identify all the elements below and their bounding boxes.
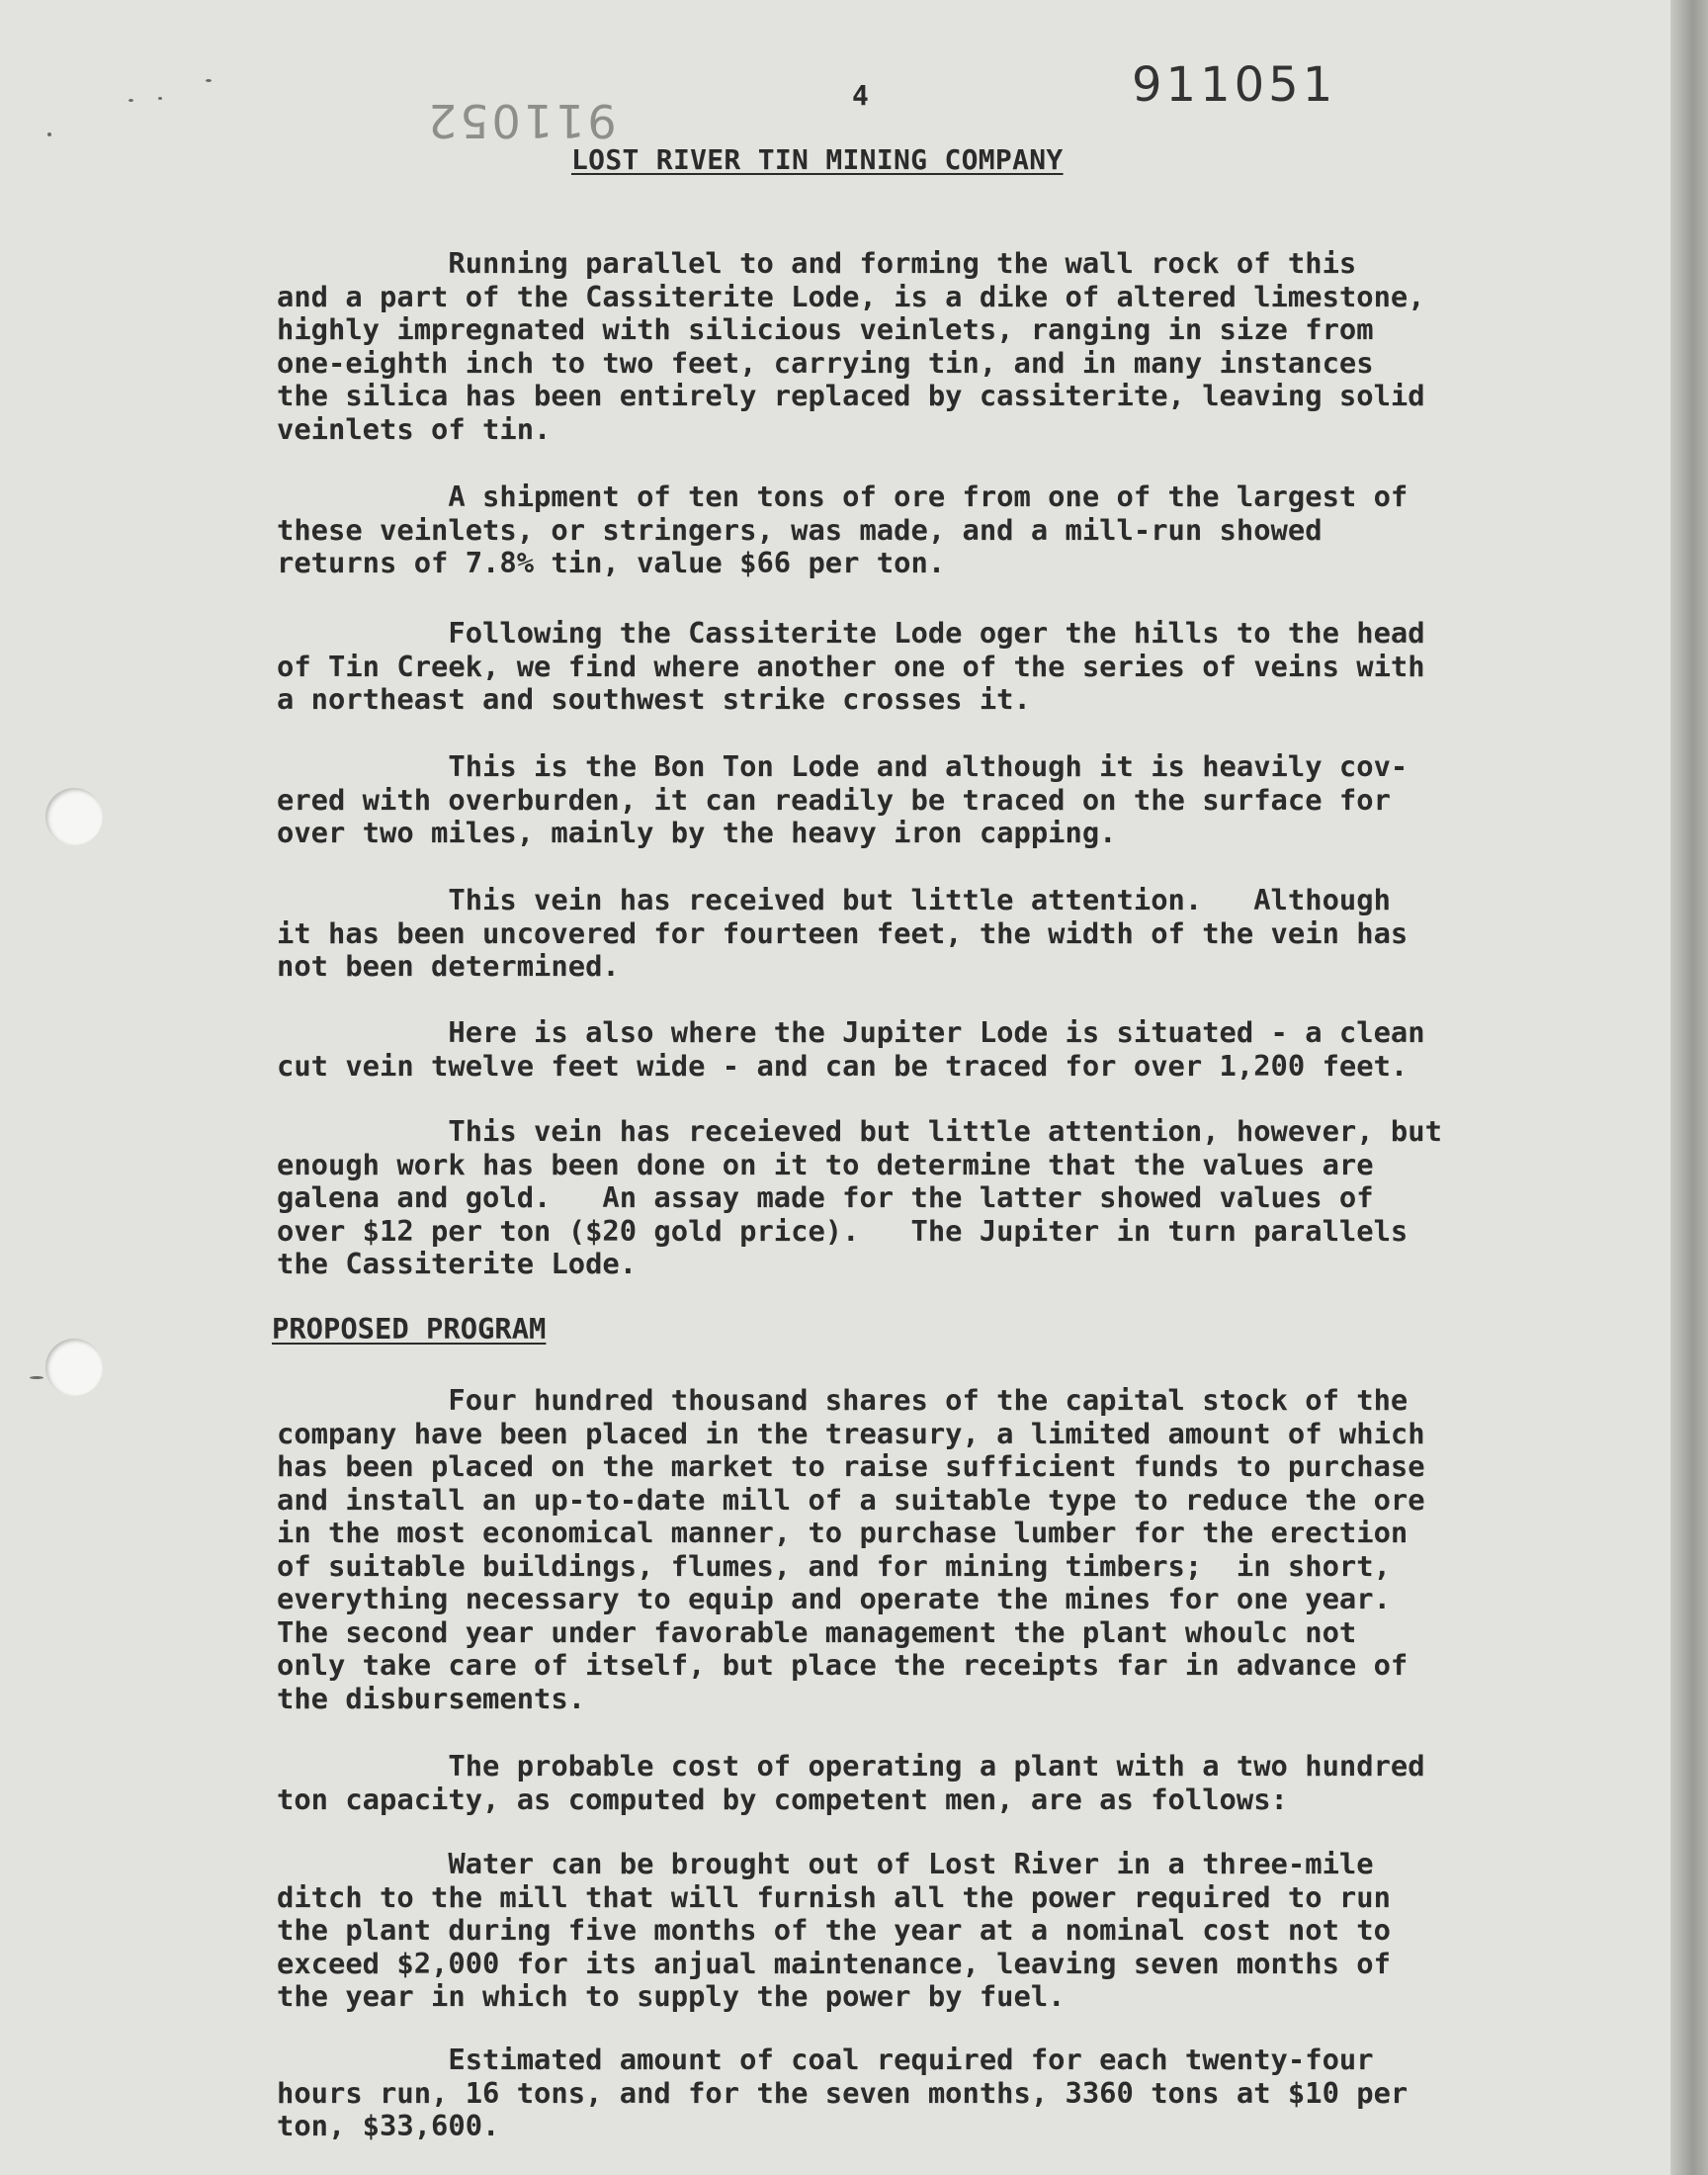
program-paragraph-3 <box>277 1848 1621 2014</box>
text-line: ton capacity, as computed by competent men, are as follows: <box>277 1782 1288 1816</box>
punch-hole <box>45 1339 103 1396</box>
text-line: these veinlets, or stringers, was made, and a mill-run showed <box>277 512 1323 547</box>
section-heading: PROPOSED PROGRAM <box>272 1312 547 1346</box>
paragraph-2 <box>277 480 1621 580</box>
text-line: The second year under favorable management the plant whoulc not <box>277 1614 1357 1649</box>
text-line: Water can be brought out of Lost River in a three-mile <box>277 1847 1374 1880</box>
text-line: This is the Bon Ton Lode and although it is heavily cov- <box>277 749 1409 783</box>
text-line: not been determined. <box>277 949 620 983</box>
text-line: Estimated amount of coal required for each twenty-four <box>277 2043 1374 2076</box>
text-line: exceed $2,000 for its anjual maintenance, leaving seven months of <box>277 1946 1391 1980</box>
text-line: returns of 7.8% tin, value $66 per ton. <box>277 546 946 579</box>
text-line: the plant during five months of the year at a nominal cost not to <box>277 1913 1391 1947</box>
text-line: ton, $33,600. <box>277 2109 500 2142</box>
text-line: and a part of the Cassiterite Lode, is a dike of altered limestone, <box>277 279 1425 313</box>
text-line: has been placed on the market to raise sufficient funds to purchase <box>277 1449 1425 1483</box>
stamp-number: 911052 <box>425 94 617 147</box>
text-line: veinlets of tin. <box>277 411 552 446</box>
text-line: the year in which to supply the power by fuel. <box>277 1979 1066 2013</box>
page-edge-shadow <box>1670 0 1708 2175</box>
text-line: over $12 per ton ($20 gold price). The Jupiter in turn parallels <box>277 1213 1409 1248</box>
text-line: hours run, 16 tons, and for the seven months, 3360 tons at $10 per <box>277 2075 1409 2110</box>
text-line: one-eighth inch to two feet, carrying tin, and in many instances <box>277 345 1374 380</box>
text-line: ditch to the mill that will furnish all the power required to run <box>277 1879 1391 1914</box>
text-line: Here is also where the Jupiter Lode is situated - a clean <box>277 1015 1425 1049</box>
text-line: everything necessary to equip and operate the mines for one year. <box>277 1582 1391 1615</box>
paragraph-3 <box>277 617 1621 717</box>
text-line: enough work has been done on it to determine that the values are <box>277 1147 1374 1181</box>
text-line: The probable cost of operating a plant with a two hundred <box>277 1749 1425 1783</box>
scan-speck <box>30 1376 43 1379</box>
text-line: highly impregnated with silicious veinlets, ranging in size from <box>277 312 1374 346</box>
text-line: over two miles, mainly by the heavy iron capping. <box>277 816 1117 849</box>
paragraph-6 <box>277 1016 1621 1083</box>
document-title: LOST RIVER TIN MINING COMPANY <box>571 143 1064 176</box>
text-line: Running parallel to and forming the wall rock of this <box>277 246 1357 280</box>
text-line: and install an up-to-date mill of a suitable type to reduce the ore <box>277 1482 1425 1517</box>
text-line: company have been placed in the treasury, a limited amount of which <box>277 1416 1425 1450</box>
scan-speck <box>128 99 133 102</box>
text-line: ered with overburden, it can readily be traced on the surface for <box>277 782 1391 817</box>
scan-speck <box>158 97 162 100</box>
text-line: of Tin Creek, we find where another one of the series of veins with <box>277 649 1425 683</box>
text-line: the disbursements. <box>277 1681 586 1715</box>
program-paragraph-4 <box>277 2044 1621 2143</box>
program-paragraph-1 <box>277 1384 1621 1715</box>
text-line: the Cassiterite Lode. <box>277 1247 638 1280</box>
scan-speck <box>206 79 212 82</box>
text-line: This vein has received but little attention. Although <box>277 883 1391 916</box>
text-line: only take care of itself, but place the receipts far in advance of <box>277 1648 1409 1682</box>
text-line: a northeast and southwest strike crosses it. <box>277 682 1031 716</box>
text-line: This vein has receieved but little attention, however, but <box>277 1114 1442 1148</box>
program-paragraph-2 <box>277 1750 1621 1816</box>
text-line: of suitable buildings, flumes, and for mining timbers; in short, <box>277 1548 1391 1583</box>
paragraph-4 <box>277 750 1621 850</box>
paragraph-1 <box>277 247 1621 446</box>
text-line: Four hundred thousand shares of the capital stock of the <box>277 1383 1409 1417</box>
text-line: Following the Cassiterite Lode oger the hills to the head <box>277 616 1425 650</box>
text-line: galena and gold. An assay made for the latter showed values of <box>277 1180 1374 1214</box>
page-number: 4 <box>852 79 869 112</box>
paragraph-5 <box>277 884 1621 984</box>
text-line: in the most economical manner, to purchase lumber for the erection <box>277 1516 1409 1549</box>
text-line: it has been uncovered for fourteen feet, the width of the vein has <box>277 915 1409 950</box>
text-line: A shipment of ten tons of ore from one of the largest of <box>277 479 1409 513</box>
text-line: the silica has been entirely replaced by cassiterite, leaving solid <box>277 379 1425 412</box>
document-number: 911051 <box>1132 57 1337 113</box>
paragraph-7 <box>277 1115 1621 1281</box>
punch-hole <box>45 788 103 845</box>
scan-speck <box>47 132 51 136</box>
text-line: cut vein twelve feet wide - and can be traced for over 1,200 feet. <box>277 1048 1409 1083</box>
